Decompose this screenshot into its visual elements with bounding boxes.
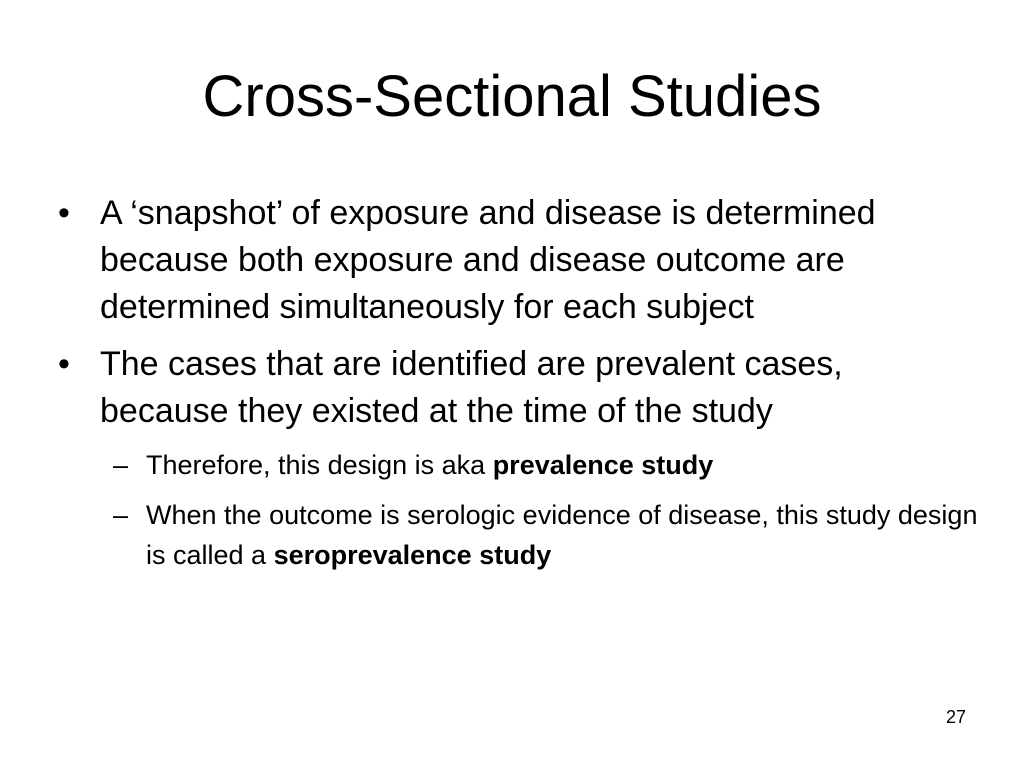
bullet-item: [58, 190, 978, 331]
slide-title: Cross-Sectional Studies: [202, 64, 822, 129]
sub-bullet-text: Therefore, this design is aka: [146, 450, 493, 480]
bullet-item: [58, 341, 978, 435]
sub-bullet-marker: –: [113, 450, 129, 480]
sub-bullet-marker: –: [113, 500, 129, 530]
bullet-marker: •: [58, 345, 70, 383]
sub-bullet-text: When the outcome is serologic evidence of disease, this study design is called a: [146, 500, 978, 570]
bullet-text: A ‘snapshot’ of exposure and disease is determined because both exposure and disease outcome are determined simultaneously for each subject: [100, 194, 876, 326]
sub-bullet-bold-term: prevalence study: [492, 450, 714, 480]
sub-bullet-bold-term: seroprevalence study: [273, 540, 552, 570]
slide-body: [58, 190, 978, 585]
bullet-marker: •: [58, 194, 70, 232]
sub-bullet-item: [113, 445, 978, 485]
sub-bullet-item: [113, 495, 978, 575]
page-number: 27: [945, 707, 966, 727]
bullet-text: The cases that are identified are prevalent cases, because they existed at the time of the study: [100, 345, 843, 430]
